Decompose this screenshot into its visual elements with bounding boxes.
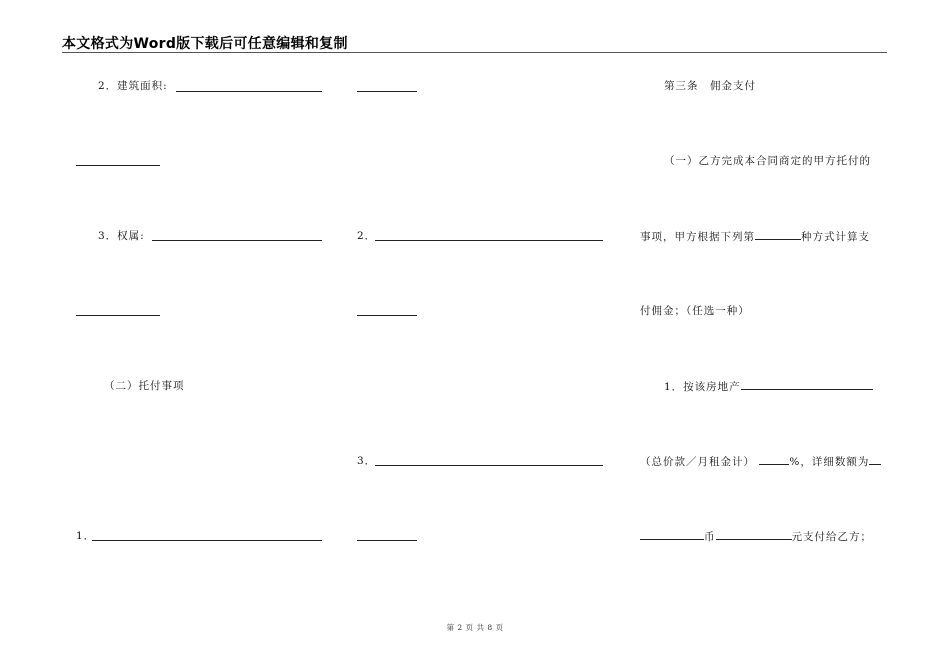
building-area-blank-cont <box>76 165 160 166</box>
col2-blank-top <box>357 91 417 92</box>
item-3-blank-cont <box>357 540 417 541</box>
commission-para-6-end: 元支付给乙方； <box>791 531 872 543</box>
method-1-label: 1．按该房地产 <box>664 381 741 393</box>
amount-blank <box>716 529 792 540</box>
commission-para-5-end: %，详细数额为 <box>789 456 870 468</box>
page-footer: 第 2 页 共 8 页 <box>446 623 504 632</box>
percent-blank <box>759 454 789 465</box>
method-number-blank <box>755 229 801 240</box>
ownership-blank-cont <box>76 315 160 316</box>
item-2-label: 2． <box>357 230 377 242</box>
item-3-label: 3． <box>357 455 377 467</box>
item-3-blank <box>375 465 603 466</box>
commission-para-2-start: 事项，甲方根据下列第 <box>640 231 755 243</box>
item-2-blank <box>375 240 603 241</box>
commission-para-2 <box>640 229 870 244</box>
commission-para-5-start: （总价款／月租金计） <box>640 456 755 468</box>
property-blank <box>741 379 873 390</box>
item-1-label: 1． <box>76 530 96 542</box>
currency-blank <box>640 529 704 540</box>
ownership-blank <box>152 240 322 241</box>
commission-para-6 <box>640 529 872 544</box>
entrusted-matters-heading: （二）托付事项 <box>104 380 185 392</box>
amount-blank-start <box>869 454 881 465</box>
building-area-label: 2．建筑面积: <box>98 80 168 92</box>
ownership-label: 3．权属: <box>98 230 145 242</box>
commission-para-5 <box>640 454 881 469</box>
page-header-title: 本文格式为Word版下载后可任意编辑和复制 <box>62 36 348 52</box>
commission-para-1: （一）乙方完成本合同商定的甲方托付的 <box>664 155 871 167</box>
item-2-blank-cont <box>357 315 417 316</box>
currency-label: 币 <box>704 531 716 543</box>
building-area-blank <box>176 91 322 92</box>
commission-para-3: 付佣金；（任选一种） <box>640 305 750 317</box>
header-divider <box>62 52 887 53</box>
method-1-text <box>664 379 873 394</box>
commission-para-2-end: 种方式计算支 <box>801 231 870 243</box>
article-3-heading: 第三条 佣金支付 <box>664 80 756 92</box>
item-1-blank <box>92 540 322 541</box>
